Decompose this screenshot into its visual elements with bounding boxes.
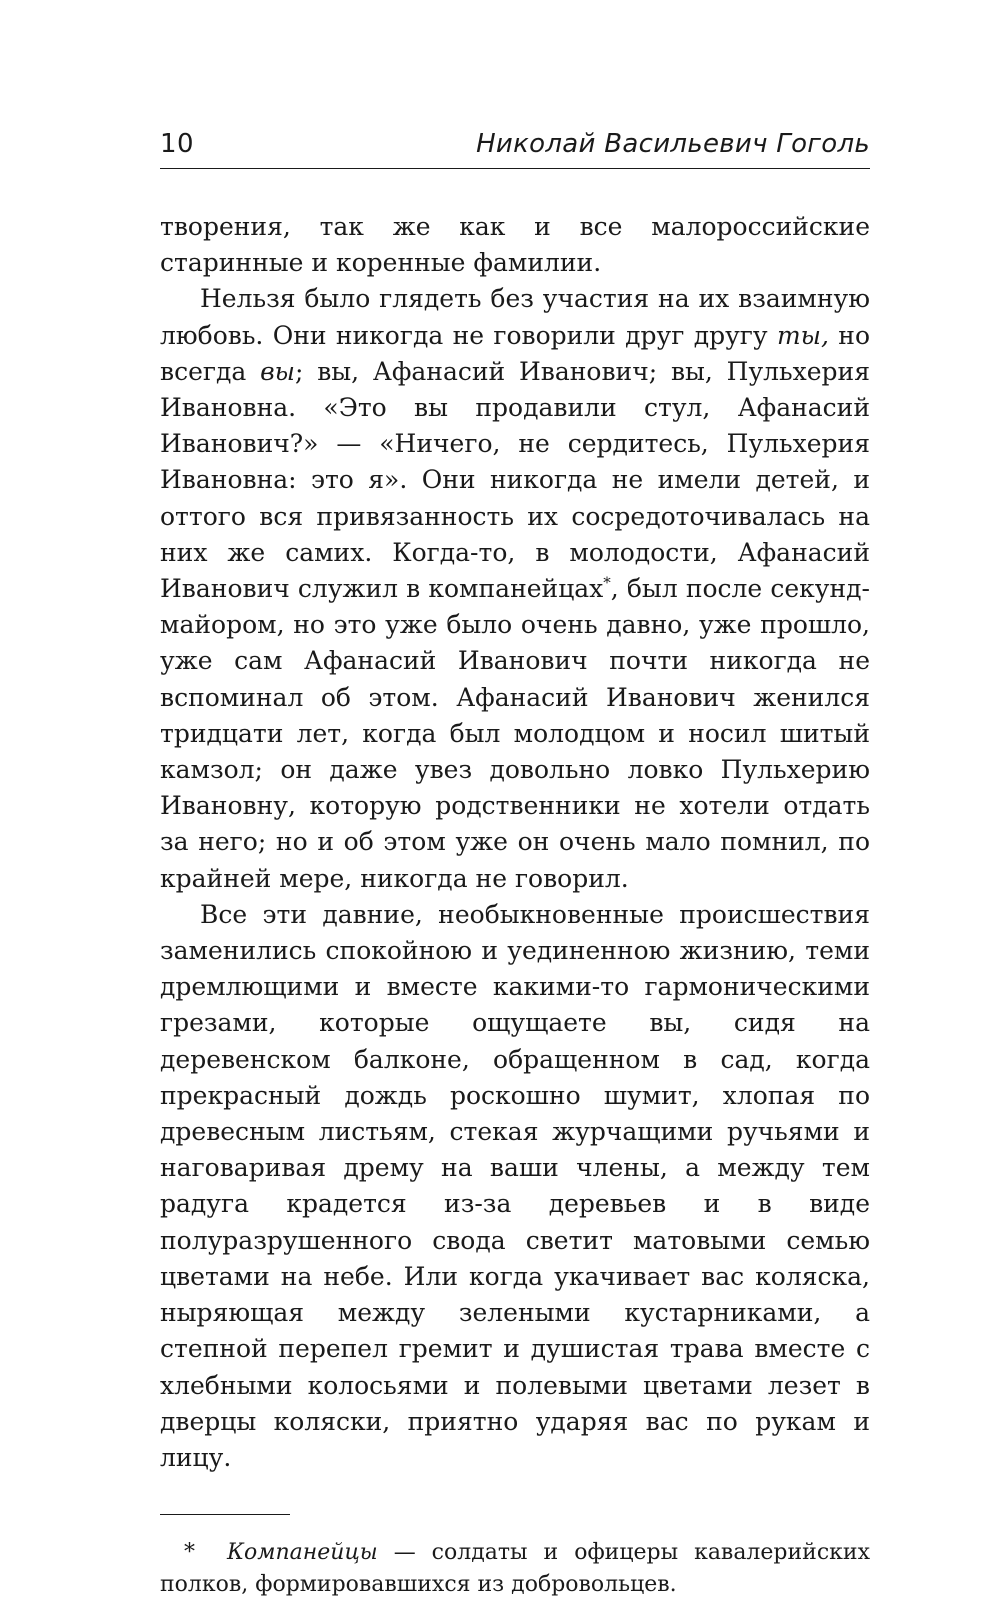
running-head-author: Николай Васильевич Гоголь bbox=[476, 129, 870, 159]
footnote-reference-marker[interactable]: * bbox=[603, 573, 611, 592]
italic-vy: вы bbox=[260, 356, 295, 386]
paragraph-2-text-a: Нельзя было глядеть без участия на их взаимную любовь. Они никогда не говорили друг другу bbox=[160, 284, 870, 350]
book-page bbox=[160, 128, 870, 1601]
paragraph-2-text-b: но всегда bbox=[160, 320, 870, 386]
footnote bbox=[160, 1537, 870, 1601]
body-text bbox=[160, 209, 870, 1476]
italic-ty: ты, bbox=[776, 320, 829, 350]
page-number: 10 bbox=[160, 129, 195, 159]
paragraph-1-text: творения, так же как и все малороссийские старинные и коренные фамилии. bbox=[160, 212, 870, 278]
paragraph-3 bbox=[160, 897, 870, 1476]
paragraph-continuation bbox=[160, 209, 870, 281]
footnote-divider bbox=[160, 1514, 290, 1515]
running-head bbox=[160, 128, 870, 169]
paragraph-2 bbox=[160, 281, 870, 896]
footnote-marker: * bbox=[184, 1540, 195, 1566]
footnote-term: Компанейцы bbox=[226, 1540, 378, 1566]
paragraph-2-text-d: , был после секунд-майором, но это уже было очень давно, уже прошло, уже сам Афанасий Иванович почти никогда не вспоминал об этом. Афанасий Иванович женился тридцати лет, когда был молодцом и носил шитый камзол; он даже увез довольно ловко Пульхерию Ивановну, которую родственники не хотели отдать за него; но и об этом уже он очень мало помнил, по крайней мере, никогда не говорил. bbox=[160, 574, 870, 893]
paragraph-3-text: Все эти давние, необыкновенные происшествия заменились спокойною и уединенною жизнию, теми дремлющими и вместе какими-то гармоническими грезами, которые ощущаете вы, сидя на деревенском балконе, обращенном в сад, когда прекрасный дождь роскошно шумит, хлопая по древесным листьям, стекая журчащими ручьями и наговаривая дрему на ваши члены, а между тем радуга крадется из-за деревьев и в виде полуразрушенного свода светит матовыми семью цветами на небе. Или когда укачивает вас коляска, ныряющая между зелеными кустарниками, а степной перепел гремит и душистая трава вместе с хлебными колосьями и полевыми цветами лезет в дверцы коляски, приятно ударяя вас по рукам и лицу. bbox=[160, 899, 870, 1472]
paragraph-2-text-c: ; вы, Афанасий Иванович; вы, Пульхерия Ивановна. «Это вы продавили стул, Афанасий Иванович?» — «Ничего, не сердитесь, Пульхерия Ивановна: это я». Они никогда не имели детей, и оттого вся привязанность их сосредоточивалась на них же самих. Когда-то, в молодости, Афанасий Иванович служил в компанейцах bbox=[160, 356, 870, 604]
footnote-text: — солдаты и офицеры кавалерийских полков, формировавшихся из добровольцев. bbox=[160, 1540, 870, 1598]
